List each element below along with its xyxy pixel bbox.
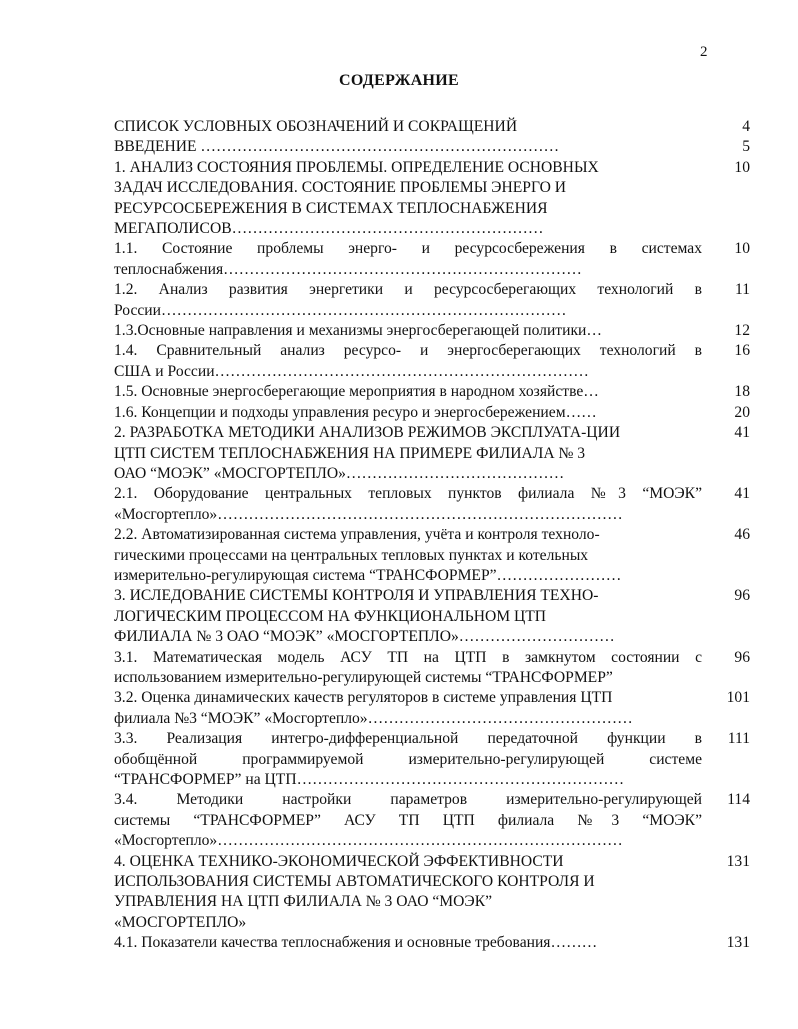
toc-entry-line: ФИЛИАЛА № 3 ОАО “МОЭК” «МОСГОРТЕПЛО»…………………………: [114, 628, 615, 646]
toc-entry-page-number: 131: [726, 852, 750, 870]
toc-entry-page-number: 20: [734, 403, 750, 421]
toc-entry-title: [114, 321, 702, 341]
toc-entry-line: США и России………………………………………………………………: [114, 362, 589, 380]
toc-entry-line: системы “ТРАНСФОРМЕР” АСУ ТП ЦТП филиала №3 “МОЭК”: [114, 811, 702, 829]
toc-entry-page-number: 10: [734, 158, 750, 176]
toc-entry-title: [114, 117, 702, 137]
toc-entry: [114, 280, 750, 321]
toc-entry: [114, 158, 750, 240]
toc-entry: [114, 382, 750, 402]
toc-entry-page-number: 10: [734, 240, 750, 258]
toc-entry-line: 3. ИСЛЕДОВАНИЕ СИСТЕМЫ КОНТРОЛЯ И УПРАВЛЕНИЯ ТЕХНО-: [114, 587, 599, 605]
toc-entry-line: РЕСУРСОСБЕРЕЖЕНИЯ В СИСТЕМАХ ТЕПЛОСНАБЖЕНИЯ: [114, 199, 548, 217]
toc-entry-line: 4. ОЦЕНКА ТЕХНИКО-ЭКОНОМИЧЕСКОЙ ЭФФЕКТИВНОСТИ: [114, 852, 564, 870]
toc-entry: [114, 648, 750, 689]
toc-entry-line: гическими процессами на центральных тепловых пунктах и котельных: [114, 546, 589, 564]
toc-entry: [114, 790, 750, 851]
toc-entry: [114, 586, 750, 647]
toc-entry-title: [114, 403, 702, 423]
toc-entry-page-number: 4: [742, 118, 750, 135]
toc-entry-line: 1. АНАЛИЗ СОСТОЯНИЯ ПРОБЛЕМЫ. ОПРЕДЕЛЕНИЕ ОСНОВНЫХ: [114, 158, 599, 176]
toc-entry-line: 1.2. Анализ развития энергетики и ресурсосберегающих технологий в: [114, 281, 702, 299]
toc-entry-page-number: 96: [734, 648, 750, 666]
toc-entry: [114, 484, 750, 525]
toc-entry: [114, 321, 750, 341]
toc-entry: [114, 117, 750, 137]
toc-entry-line: 3.4. Методики настройки параметров измерительно-регулирующей: [114, 791, 702, 809]
toc-entry: [114, 933, 750, 953]
toc-entry-line: 3.2. Оценка динамических качеств регуляторов в системе управления ЦТП: [114, 689, 613, 707]
toc-entry: [114, 239, 750, 280]
toc-entry-page-number: 5: [742, 138, 750, 156]
toc-entry-title: [114, 648, 702, 689]
toc-entry-title: [114, 341, 702, 382]
toc-entry-line: ЗАДАЧ ИССЛЕДОВАНИЯ. СОСТОЯНИЕ ПРОБЛЕМЫ ЭНЕРГО И: [114, 179, 566, 197]
toc-entry-line: измерительно-регулирующая система “ТРАНСФОРМЕР”……………………: [114, 566, 622, 584]
toc-entry-line: 1.1. Состояние проблемы энерго- и ресурсосбережения в системах: [114, 240, 702, 258]
toc-entry-page-number: 12: [734, 322, 750, 340]
toc-entry-page-number: 16: [734, 342, 750, 360]
toc-entry-line: 2. РАЗРАБОТКА МЕТОДИКИ АНАЛИЗОВ РЕЖИМОВ ЭКСПЛУАТА-ЦИИ: [114, 424, 621, 442]
toc-entry-title: [114, 688, 702, 729]
toc-entry: [114, 423, 750, 484]
toc-entry-line: 2.2. Автоматизированная система управления, учёта и контроля техноло-: [114, 526, 600, 544]
toc-entry-line: ВВЕДЕНИЕ ……………………………………………………………: [114, 138, 560, 156]
toc-entry-line: 4.1. Показатели качества теплоснабжения и основные требования………: [114, 934, 598, 952]
toc-entry-title: [114, 790, 702, 851]
toc-entry-title: [114, 525, 702, 586]
toc-entry-title: [114, 280, 702, 321]
toc-entry: [114, 729, 750, 790]
toc-entry-line: 1.6. Концепции и подходы управления ресуро и энергосбережением……: [114, 403, 597, 421]
toc-entry-page-number: 11: [734, 281, 750, 299]
page-title: СОДЕРЖАНИЕ: [338, 72, 460, 89]
toc-entry-line: 3.1. Математическая модель АСУ ТП на ЦТП в замкнутом состоянии с: [114, 648, 702, 666]
toc-entry: [114, 688, 750, 729]
toc-entry-page-number: 18: [734, 383, 750, 401]
toc-entry-line: 1.5. Основные энергосберегающие мероприятия в народном хозяйстве…: [114, 383, 599, 401]
toc-entry-line: ЦТП СИСТЕМ ТЕПЛОСНАБЖЕНИЯ НА ПРИМЕРЕ ФИЛИАЛА № 3: [114, 444, 586, 462]
page-number: 2: [700, 44, 708, 60]
toc-entry-line: ИСПОЛЬЗОВАНИЯ СИСТЕМЫ АВТОМАТИЧЕСКОГО КОНТРОЛЯ И: [114, 873, 595, 891]
toc-entry-page-number: 46: [734, 526, 750, 544]
toc-entry-title: [114, 484, 702, 525]
toc-entry-title: [114, 729, 702, 790]
toc-entry-title: [114, 423, 702, 484]
toc-entry-title: [114, 933, 702, 953]
toc-entry-title: [114, 382, 702, 402]
toc-entry: [114, 137, 750, 157]
toc-entry: [114, 403, 750, 423]
toc-entry-line: 2.1. Оборудование центральных тепловых пунктов филиала №3 “МОЭК”: [114, 485, 702, 503]
toc-entry-line: обобщённой программируемой измерительно-регулирующей системе: [114, 750, 702, 768]
toc-entry-page-number: 41: [734, 424, 750, 442]
toc-entry-line: «Мосгортепло»……………………………………………………………………: [114, 832, 623, 850]
toc-entry-line: России……………………………………………………………………: [114, 301, 567, 319]
toc-entry-line: «Мосгортепло»……………………………………………………………………: [114, 505, 623, 523]
toc-entry-page-number: 41: [734, 485, 750, 503]
toc-entry-line: “ТРАНСФОРМЕР” на ЦТП………………………………………………………: [114, 771, 625, 788]
toc-entry-line: филиала №3 “МОЭК” «Мосгортепло»……………………………………………: [114, 709, 633, 727]
toc-entry-line: «МОСГОРТЕПЛО»: [114, 913, 247, 931]
toc-entry-line: 3.3. Реализация интегро-дифференциальной передаточной функции в: [114, 730, 702, 748]
toc-entry-line: СПИСОК УСЛОВНЫХ ОБОЗНАЧЕНИЙ И СОКРАЩЕНИЙ: [114, 118, 518, 135]
toc-entry-page-number: 101: [726, 689, 750, 707]
toc-entry-line: УПРАВЛЕНИЯ НА ЦТП ФИЛИАЛА № 3 ОАО “МОЭК”: [114, 893, 493, 911]
toc-entry: [114, 852, 750, 934]
toc-entry-title: [114, 239, 702, 280]
table-of-contents: [114, 117, 750, 954]
toc-entry-page-number: 131: [726, 934, 750, 952]
toc-entry-title: [114, 158, 702, 240]
toc-entry-page-number: 114: [727, 791, 750, 809]
toc-entry-line: использованием измерительно-регулирующей системы “ТРАНСФОРМЕР”: [114, 668, 613, 686]
toc-entry-line: ЛОГИЧЕСКИМ ПРОЦЕССОМ НА ФУНКЦИОНАЛЬНОМ ЦТП: [114, 607, 547, 625]
toc-entry-line: 1.4. Сравнительный анализ ресурсо- и энергосберегающих технологий в: [114, 342, 702, 360]
toc-entry-line: МЕГАПОЛИСОВ……………………………………………………: [114, 220, 544, 238]
toc-entry: [114, 341, 750, 382]
toc-entry-page-number: 96: [734, 587, 750, 605]
toc-entry-page-number: 111: [727, 730, 750, 748]
toc-entry: [114, 525, 750, 586]
toc-entry-line: 1.3.Основные направления и механизмы энергосберегающей политики…: [114, 322, 602, 340]
toc-entry-title: [114, 137, 702, 157]
toc-entry-title: [114, 852, 702, 934]
toc-entry-title: [114, 586, 702, 647]
toc-entry-line: теплоснабжения……………………………………………………………: [114, 260, 582, 278]
toc-entry-line: ОАО “МОЭК” «МОСГОРТЕПЛО»……………………………………: [114, 464, 565, 482]
